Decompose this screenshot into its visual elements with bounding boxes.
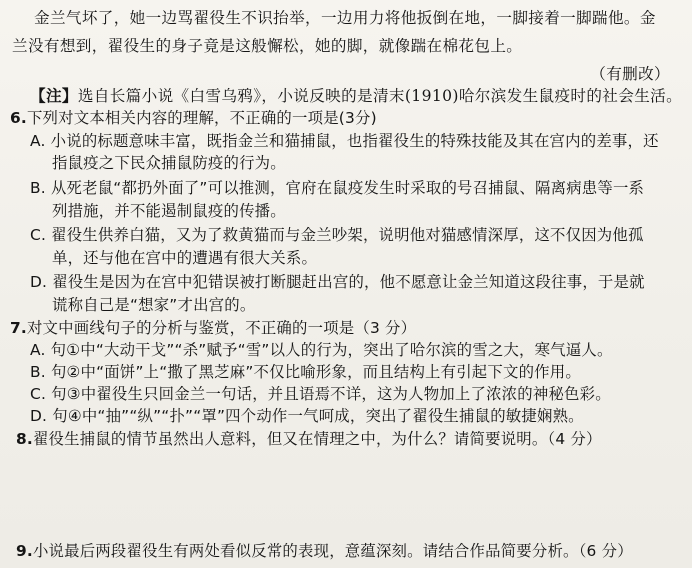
question-9-text: 小说最后两段翟役生有两处看似反常的表现，意蕴深刻。请结合作品简要分析。（6 分） [32,542,633,560]
question-6-option-d-line-1: D. 翟役生是因为在宫中犯错误被打断腿赶出宫的，他不愿意让金兰知道这段往事，于是就 [30,273,645,291]
answer-space-q8[interactable] [0,452,692,538]
question-6-option-b-line-2: 列措施，并不能遏制鼠疫的传播。 [52,202,286,220]
question-6-option-c-line-1: C. 翟役生供养白猫，又为了救黄猫而与金兰吵架，说明他对猫感情深厚，这不仅因为他孤 [30,226,644,244]
question-6-option-c-line-2: 单，还与他在宫中的遭遇有很大关系。 [52,249,318,267]
question-6-option-a-line-1: A. 小说的标题意味丰富，既指金兰和猫捕鼠，也指翟役生的特殊技能及其在宫内的差事，还 [30,132,659,150]
question-6-option-b-line-1: B. 从死老鼠“都扔外面了”可以推测，官府在鼠疫发生时采取的号召捕鼠、隔离病患等一系 [30,179,645,197]
question-8-text: 翟役生捕鼠的情节虽然出人意料，但又在情理之中，为什么？请简要说明。（4 分） [32,430,602,448]
question-8-stem [16,429,602,449]
source-note [30,86,682,106]
question-7-text: 对文中画线句子的分析与鉴赏，不正确的一项是（3 分） [26,319,417,337]
passage-line-2: 兰没有想到，翟役生的身子竟是这般懈松，她的脚，就像踹在棉花包上。 [12,37,523,55]
question-7-number: 7. [10,319,27,337]
source-note-text: 选自长篇小说《白雪乌鸦》，小说反映的是清末(1910)哈尔滨发生鼠疫时的社会生活。 [77,87,683,105]
question-7-option-c: C. 句③中翟役生只回金兰一句话，并且语焉不详，这为人物加上了浓浓的神秘色彩。 [30,385,611,403]
question-6-number: 6. [10,109,27,127]
question-7-option-d: D. 句④中“抽”“纵”“扑”“罩”四个动作一气呵成，突出了翟役生捕鼠的敏捷娴熟。 [30,407,584,425]
question-6-stem [10,108,377,128]
question-6-option-d-line-2: 谎称自己是“想家”才出宫的。 [52,296,256,314]
question-9-number: 9. [16,542,33,560]
question-6-option-a-line-2: 指鼠疫之下民众捕鼠防疫的行为。 [52,154,286,172]
question-6-text: 下列对文本相关内容的理解，不正确的一项是(3分) [26,109,377,127]
passage-line-1: 金兰气坏了，她一边骂翟役生不识抬举，一边用力将他扳倒在地，一脚接着一脚踹他。金 [34,9,656,27]
question-9-stem [16,541,633,561]
edit-note: （有删改） [590,65,670,83]
question-7-option-a: A. 句①中“大动干戈”“杀”赋予“雪”以人的行为，突出了哈尔滨的雪之大，寒气逼人。 [30,341,613,359]
question-7-option-b: B. 句②中“面饼”上“撒了黑芝麻”不仅比喻形象，而且结构上有引起下文的作用。 [30,363,581,381]
question-7-stem [10,318,416,338]
question-8-number: 8. [16,430,33,448]
source-note-label: 【注】 [30,86,78,105]
